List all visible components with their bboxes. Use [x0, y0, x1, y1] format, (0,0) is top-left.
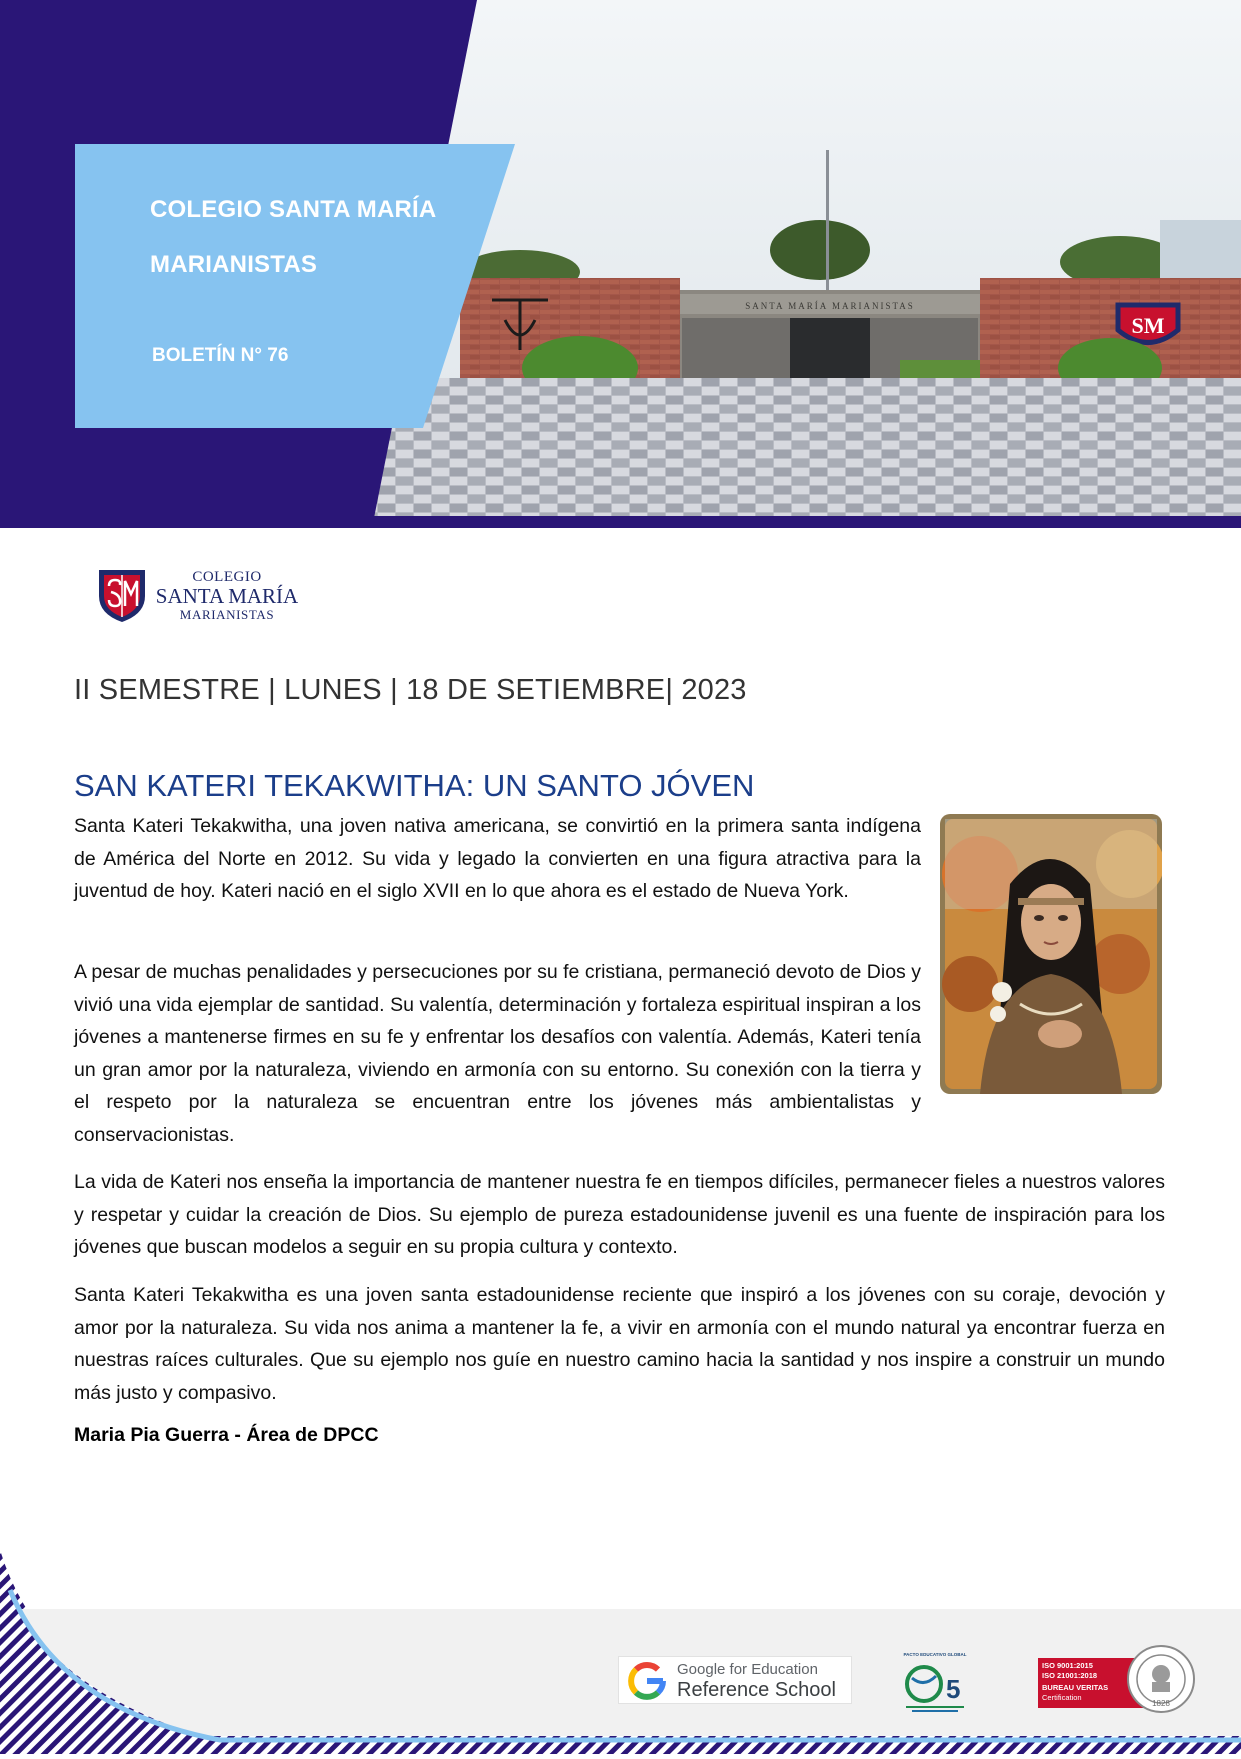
building-sign: SANTA MARÍA MARIANISTAS [745, 301, 915, 311]
pacto-text: PACTO EDUCATIVO GLOBAL [903, 1652, 967, 1657]
article-paragraph-1: Santa Kateri Tekakwitha, una joven nativa americana, se convirtió en la primera santa indígena de América del Norte en 2012. Su vida y legado la convierten en una figura atractiva para la juventud de hoy. Kateri nació en el siglo XVII en lo que ahora es el estado de Nueva York. [74, 815, 921, 902]
portrait-graphic [940, 814, 1162, 1094]
google-g-icon [625, 1659, 669, 1703]
school-logo [96, 566, 299, 626]
article-paragraph-4: Santa Kateri Tekakwitha es una joven santa estadounidense reciente que inspiró a los jóvenes con su coraje, devoción y amor por la naturaleza. Su vida nos anima a mantener la fe, a vivir en armonía con el mundo natural ya encontrar fuerza en nuestras raíces culturales. Que su ejemplo nos guíe en nuestro camino hacia la santidad y nos inspire a construir un mundo más justo y compasivo. [74, 1284, 1165, 1404]
bulletin-number: BOLETÍN N° 76 [152, 345, 289, 366]
svg-text:5: 5 [946, 1674, 961, 1704]
bv-line3: BUREAU VERITAS [1042, 1683, 1109, 1692]
bv-line2: ISO 21001:2018 [1042, 1671, 1098, 1680]
google-reference-school-badge [618, 1656, 852, 1704]
google-line1: Google for Education [677, 1661, 818, 1678]
school-name-line1: COLEGIO SANTA MARÍA [150, 196, 437, 223]
header-banner [0, 0, 1241, 528]
bureau-veritas-certification-logo [1038, 1648, 1194, 1708]
article-author: Maria Pia Guerra - Área de DPCC [74, 1424, 379, 1446]
logo-line1: COLEGIO [192, 569, 262, 585]
saint-portrait-image [940, 814, 1162, 1094]
article-title: SAN KATERI TEKAKWITHA: UN SANTO JÓVEN [74, 768, 755, 803]
article-paragraph-3: La vida de Kateri nos enseña la importancia de mantener nuestra fe en tiempos difíciles, permanecer fieles a nuestros valores y respetar y cuidar la creación de Dios. Su ejemplo de pureza estadounidense juvenil es una fuente de inspiración para los jóvenes que buscan modelos a seguir en su propia cultura y contexto. [74, 1171, 1165, 1258]
logo-line2: SANTA MARÍA [155, 584, 299, 608]
bv-line1: ISO 9001:2015 [1042, 1661, 1093, 1670]
bv-line4: Certification [1042, 1693, 1082, 1702]
pacto-educativo-logo [898, 1652, 972, 1714]
article-paragraph-2: A pesar de muchas penalidades y persecuciones por su fe cristiana, permaneció devoto de Dios y vivió una vida ejemplar de santidad. Su valentía, determinación y fortaleza espiritual inspiran a los jóvenes a mantenerse firmes en su fe y enfrentar los desafíos con valentía. Además, Kateri tenía un gran amor por la naturaleza, viviendo en armonía con su entorno. Su conexión con la tierra y el respeto por la naturaleza se encuentran entre los jóvenes más ambientalistas y conservacionistas. [74, 961, 921, 1146]
bv-year: 1828 [1152, 1699, 1170, 1708]
logo-line3: MARIANISTAS [179, 607, 275, 622]
bv-seal-icon [1126, 1644, 1196, 1714]
globe-icon [898, 1658, 972, 1714]
footer-graphic [0, 1540, 1241, 1754]
wall-crest-letters: SM [1131, 313, 1165, 338]
date-line: II SEMESTRE | LUNES | 18 DE SETIEMBRE| 2023 [74, 674, 747, 706]
shield-icon [96, 566, 148, 624]
google-line2: Reference School [677, 1679, 836, 1701]
school-name-line2: MARIANISTAS [150, 251, 318, 278]
footer [0, 1540, 1241, 1754]
